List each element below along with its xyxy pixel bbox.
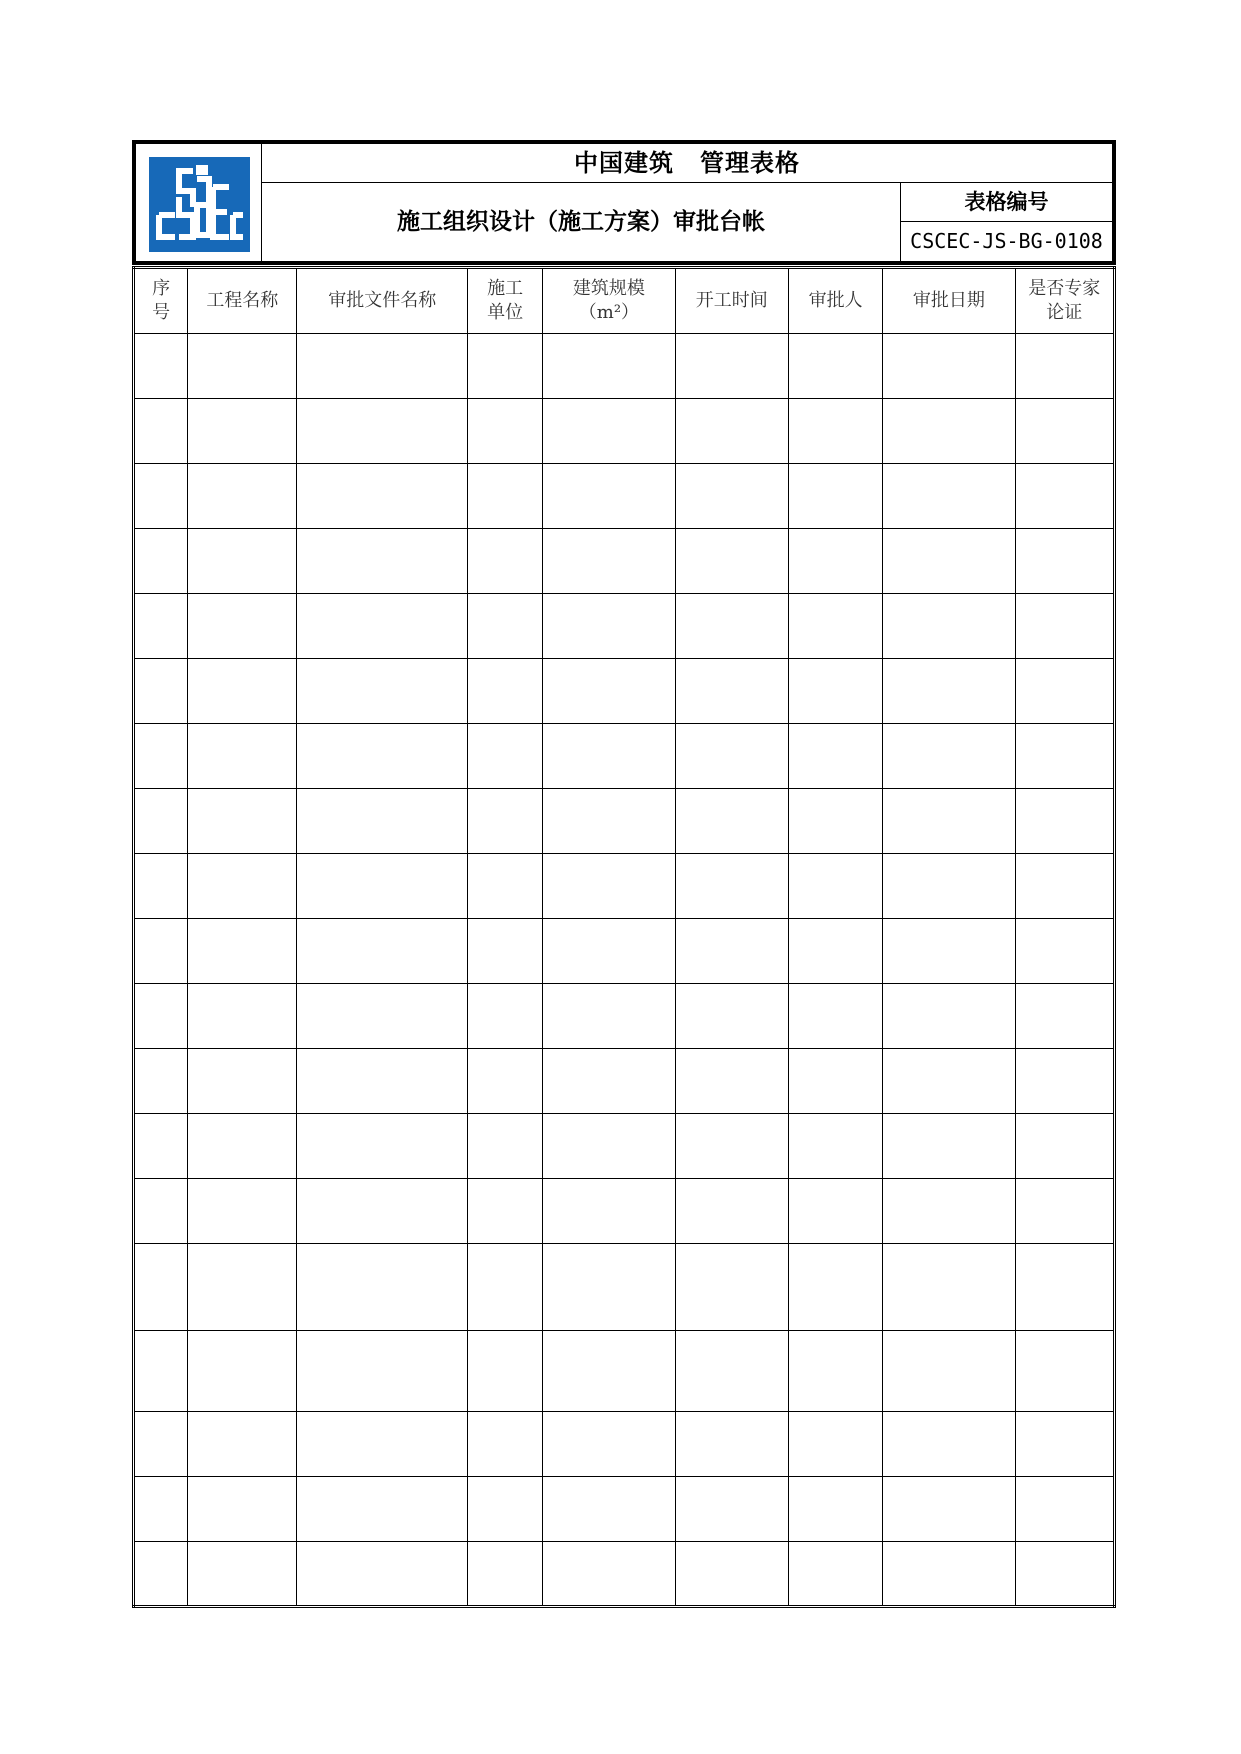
table-header-row xyxy=(134,268,1115,334)
cell-serial[interactable] xyxy=(134,334,188,399)
cell-expert-review[interactable] xyxy=(1015,659,1114,724)
table-row xyxy=(134,1331,1115,1412)
table-row xyxy=(134,1477,1115,1542)
cell-approval-date[interactable] xyxy=(883,1244,1015,1331)
cell-expert-review[interactable] xyxy=(1015,1049,1114,1114)
cell-approver[interactable] xyxy=(788,1244,882,1331)
cell-start-date[interactable] xyxy=(675,789,788,854)
cell-approval-date[interactable] xyxy=(883,789,1015,854)
column-header-contractor: 施工单位 xyxy=(468,268,543,334)
cell-expert-review[interactable] xyxy=(1015,789,1114,854)
cell-start-date[interactable] xyxy=(675,659,788,724)
cell-approval-date[interactable] xyxy=(883,724,1015,789)
cell-approver[interactable] xyxy=(788,1114,882,1179)
table-row xyxy=(134,659,1115,724)
cell-expert-review[interactable] xyxy=(1015,919,1114,984)
table-row xyxy=(134,854,1115,919)
cell-document-name[interactable] xyxy=(297,1244,468,1331)
cell-start-date[interactable] xyxy=(675,1331,788,1412)
cell-contractor[interactable] xyxy=(468,1114,543,1179)
cell-serial[interactable] xyxy=(134,789,188,854)
cell-expert-review[interactable] xyxy=(1015,724,1114,789)
form-header xyxy=(132,140,1116,265)
cell-start-date[interactable] xyxy=(675,464,788,529)
table-body xyxy=(134,334,1115,1607)
cell-approver[interactable] xyxy=(788,1477,882,1542)
cell-document-name[interactable] xyxy=(297,984,468,1049)
cell-approval-date[interactable] xyxy=(883,919,1015,984)
table-row xyxy=(134,334,1115,399)
cell-contractor[interactable] xyxy=(468,984,543,1049)
form-category: 管理表格 xyxy=(700,149,800,177)
cell-document-name[interactable] xyxy=(297,464,468,529)
cell-approval-date[interactable] xyxy=(883,854,1015,919)
cell-building-scale[interactable] xyxy=(543,1412,675,1477)
cell-building-scale[interactable] xyxy=(543,1331,675,1412)
cell-serial[interactable] xyxy=(134,854,188,919)
cell-start-date[interactable] xyxy=(675,724,788,789)
cell-approver[interactable] xyxy=(788,724,882,789)
cell-start-date[interactable] xyxy=(675,984,788,1049)
cell-approval-date[interactable] xyxy=(883,1114,1015,1179)
cell-project-name[interactable] xyxy=(188,854,297,919)
cscec-logo-icon xyxy=(149,157,250,252)
cell-project-name[interactable] xyxy=(188,1179,297,1244)
cell-building-scale[interactable] xyxy=(543,594,675,659)
table-row xyxy=(134,724,1115,789)
cell-approval-date[interactable] xyxy=(883,464,1015,529)
cell-expert-review[interactable] xyxy=(1015,399,1114,464)
column-header-building-scale: 建筑规模（m²） xyxy=(543,268,675,334)
cell-expert-review[interactable] xyxy=(1015,1179,1114,1244)
cell-contractor[interactable] xyxy=(468,1179,543,1244)
cell-serial[interactable] xyxy=(134,1477,188,1542)
table-row xyxy=(134,919,1115,984)
cell-serial[interactable] xyxy=(134,399,188,464)
cell-serial[interactable] xyxy=(134,724,188,789)
cell-approval-date[interactable] xyxy=(883,984,1015,1049)
cell-contractor[interactable] xyxy=(468,334,543,399)
cell-serial[interactable] xyxy=(134,464,188,529)
cell-approval-date[interactable] xyxy=(883,399,1015,464)
cell-document-name[interactable] xyxy=(297,659,468,724)
cell-expert-review[interactable] xyxy=(1015,1331,1114,1412)
cell-document-name[interactable] xyxy=(297,399,468,464)
table-row xyxy=(134,529,1115,594)
column-header-document-name: 审批文件名称 xyxy=(297,268,468,334)
cell-contractor[interactable] xyxy=(468,724,543,789)
cell-project-name[interactable] xyxy=(188,399,297,464)
cell-contractor[interactable] xyxy=(468,594,543,659)
cell-approver[interactable] xyxy=(788,984,882,1049)
cell-serial[interactable] xyxy=(134,1412,188,1477)
cell-approval-date[interactable] xyxy=(883,594,1015,659)
cell-approver[interactable] xyxy=(788,464,882,529)
form-code-label: 表格编号 xyxy=(901,183,1112,222)
cell-start-date[interactable] xyxy=(675,334,788,399)
cell-contractor[interactable] xyxy=(468,399,543,464)
table-row xyxy=(134,1114,1115,1179)
cell-approval-date[interactable] xyxy=(883,1542,1015,1607)
cell-start-date[interactable] xyxy=(675,1114,788,1179)
cell-approver[interactable] xyxy=(788,789,882,854)
cell-approver[interactable] xyxy=(788,919,882,984)
cell-building-scale[interactable] xyxy=(543,984,675,1049)
cell-approver[interactable] xyxy=(788,529,882,594)
cell-contractor[interactable] xyxy=(468,1412,543,1477)
cell-building-scale[interactable] xyxy=(543,399,675,464)
cell-serial[interactable] xyxy=(134,984,188,1049)
cell-document-name[interactable] xyxy=(297,854,468,919)
cell-document-name[interactable] xyxy=(297,1331,468,1412)
cell-approver[interactable] xyxy=(788,1542,882,1607)
cell-serial[interactable] xyxy=(134,1179,188,1244)
form-title: 施工组织设计（施工方案）审批台帐 xyxy=(262,183,901,261)
cell-approver[interactable] xyxy=(788,1412,882,1477)
table-row xyxy=(134,984,1115,1049)
cell-start-date[interactable] xyxy=(675,854,788,919)
cell-approval-date[interactable] xyxy=(883,1477,1015,1542)
cell-approver[interactable] xyxy=(788,399,882,464)
column-header-start-date: 开工时间 xyxy=(675,268,788,334)
cell-project-name[interactable] xyxy=(188,1542,297,1607)
cell-document-name[interactable] xyxy=(297,919,468,984)
cell-document-name[interactable] xyxy=(297,789,468,854)
cell-approver[interactable] xyxy=(788,1331,882,1412)
cell-project-name[interactable] xyxy=(188,1114,297,1179)
cell-building-scale[interactable] xyxy=(543,1477,675,1542)
cell-expert-review[interactable] xyxy=(1015,1412,1114,1477)
cell-contractor[interactable] xyxy=(468,854,543,919)
cell-serial[interactable] xyxy=(134,1049,188,1114)
cell-building-scale[interactable] xyxy=(543,789,675,854)
cell-start-date[interactable] xyxy=(675,919,788,984)
cell-document-name[interactable] xyxy=(297,1179,468,1244)
table-row xyxy=(134,594,1115,659)
cell-start-date[interactable] xyxy=(675,1477,788,1542)
cell-expert-review[interactable] xyxy=(1015,529,1114,594)
cell-project-name[interactable] xyxy=(188,1477,297,1542)
cell-approver[interactable] xyxy=(788,334,882,399)
cell-project-name[interactable] xyxy=(188,529,297,594)
cell-expert-review[interactable] xyxy=(1015,464,1114,529)
cell-building-scale[interactable] xyxy=(543,1179,675,1244)
cell-contractor[interactable] xyxy=(468,789,543,854)
cell-building-scale[interactable] xyxy=(543,1049,675,1114)
table-row xyxy=(134,1412,1115,1477)
cell-start-date[interactable] xyxy=(675,1049,788,1114)
company-name: 中国建筑 xyxy=(574,149,674,177)
cell-approver[interactable] xyxy=(788,659,882,724)
cell-serial[interactable] xyxy=(134,1331,188,1412)
cell-building-scale[interactable] xyxy=(543,464,675,529)
cell-project-name[interactable] xyxy=(188,1049,297,1114)
cell-document-name[interactable] xyxy=(297,1542,468,1607)
cell-expert-review[interactable] xyxy=(1015,334,1114,399)
cell-serial[interactable] xyxy=(134,1114,188,1179)
cell-approval-date[interactable] xyxy=(883,1331,1015,1412)
cell-project-name[interactable] xyxy=(188,594,297,659)
cell-approval-date[interactable] xyxy=(883,334,1015,399)
cell-contractor[interactable] xyxy=(468,1244,543,1331)
cell-contractor[interactable] xyxy=(468,919,543,984)
cell-approver[interactable] xyxy=(788,854,882,919)
cell-serial[interactable] xyxy=(134,1244,188,1331)
cell-serial[interactable] xyxy=(134,594,188,659)
cell-building-scale[interactable] xyxy=(543,1114,675,1179)
cell-building-scale[interactable] xyxy=(543,1542,675,1607)
cell-approval-date[interactable] xyxy=(883,659,1015,724)
column-header-approver: 审批人 xyxy=(788,268,882,334)
cell-building-scale[interactable] xyxy=(543,919,675,984)
cell-contractor[interactable] xyxy=(468,659,543,724)
cell-expert-review[interactable] xyxy=(1015,1114,1114,1179)
form-code-value: CSCEC-JS-BG-0108 xyxy=(910,229,1103,253)
cell-document-name[interactable] xyxy=(297,1114,468,1179)
cell-start-date[interactable] xyxy=(675,1179,788,1244)
cell-building-scale[interactable] xyxy=(543,724,675,789)
cell-building-scale[interactable] xyxy=(543,659,675,724)
cell-building-scale[interactable] xyxy=(543,334,675,399)
cell-document-name[interactable] xyxy=(297,724,468,789)
cell-document-name[interactable] xyxy=(297,594,468,659)
cell-expert-review[interactable] xyxy=(1015,1244,1114,1331)
cell-start-date[interactable] xyxy=(675,399,788,464)
cell-document-name[interactable] xyxy=(297,1477,468,1542)
cell-start-date[interactable] xyxy=(675,1542,788,1607)
cell-building-scale[interactable] xyxy=(543,529,675,594)
cell-approval-date[interactable] xyxy=(883,1049,1015,1114)
cell-approval-date[interactable] xyxy=(883,1412,1015,1477)
cell-serial[interactable] xyxy=(134,529,188,594)
table-row xyxy=(134,1542,1115,1607)
cell-approver[interactable] xyxy=(788,1049,882,1114)
cell-approver[interactable] xyxy=(788,1179,882,1244)
cell-start-date[interactable] xyxy=(675,1244,788,1331)
table-row xyxy=(134,1049,1115,1114)
cell-expert-review[interactable] xyxy=(1015,984,1114,1049)
column-header-project-name: 工程名称 xyxy=(188,268,297,334)
cell-serial[interactable] xyxy=(134,1542,188,1607)
cell-project-name[interactable] xyxy=(188,1331,297,1412)
table-row xyxy=(134,789,1115,854)
cell-building-scale[interactable] xyxy=(543,1244,675,1331)
cell-document-name[interactable] xyxy=(297,1412,468,1477)
cell-project-name[interactable] xyxy=(188,1244,297,1331)
column-header-expert-review: 是否专家论证 xyxy=(1015,268,1114,334)
column-header-approval-date: 审批日期 xyxy=(883,268,1015,334)
cell-building-scale[interactable] xyxy=(543,854,675,919)
logo-cell xyxy=(136,144,262,261)
cell-project-name[interactable] xyxy=(188,724,297,789)
column-header-serial: 序号 xyxy=(134,268,188,334)
cell-expert-review[interactable] xyxy=(1015,854,1114,919)
cell-approval-date[interactable] xyxy=(883,529,1015,594)
cell-approval-date[interactable] xyxy=(883,1179,1015,1244)
cell-contractor[interactable] xyxy=(468,1331,543,1412)
company-heading xyxy=(262,144,1112,183)
cell-start-date[interactable] xyxy=(675,529,788,594)
cell-serial[interactable] xyxy=(134,659,188,724)
cell-contractor[interactable] xyxy=(468,464,543,529)
cell-project-name[interactable] xyxy=(188,464,297,529)
cell-start-date[interactable] xyxy=(675,594,788,659)
cell-project-name[interactable] xyxy=(188,1412,297,1477)
cell-serial[interactable] xyxy=(134,919,188,984)
cell-project-name[interactable] xyxy=(188,984,297,1049)
cell-document-name[interactable] xyxy=(297,334,468,399)
approval-ledger-table xyxy=(132,266,1116,1608)
cell-contractor[interactable] xyxy=(468,1049,543,1114)
table-row xyxy=(134,464,1115,529)
cell-project-name[interactable] xyxy=(188,919,297,984)
cell-approver[interactable] xyxy=(788,594,882,659)
cell-document-name[interactable] xyxy=(297,1049,468,1114)
cell-start-date[interactable] xyxy=(675,1412,788,1477)
cell-contractor[interactable] xyxy=(468,1542,543,1607)
cell-contractor[interactable] xyxy=(468,529,543,594)
cell-expert-review[interactable] xyxy=(1015,594,1114,659)
cell-expert-review[interactable] xyxy=(1015,1477,1114,1542)
cell-project-name[interactable] xyxy=(188,659,297,724)
cell-project-name[interactable] xyxy=(188,789,297,854)
table-row xyxy=(134,399,1115,464)
cell-expert-review[interactable] xyxy=(1015,1542,1114,1607)
table-row xyxy=(134,1179,1115,1244)
cell-document-name[interactable] xyxy=(297,529,468,594)
cell-contractor[interactable] xyxy=(468,1477,543,1542)
cell-project-name[interactable] xyxy=(188,334,297,399)
table-row xyxy=(134,1244,1115,1331)
